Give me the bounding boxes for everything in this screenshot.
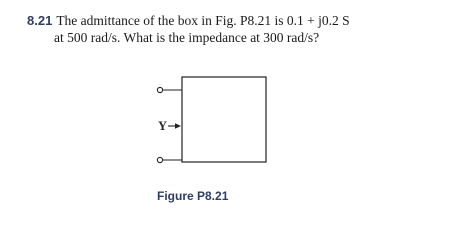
problem-number: 8.21 — [27, 13, 53, 28]
problem-text-line-2: at 500 rad/s. What is the impedance at 300 rad/s? — [54, 30, 320, 45]
problem-line-1 — [27, 12, 452, 29]
admittance-box — [182, 77, 266, 162]
top-terminal — [157, 87, 162, 92]
bottom-terminal — [157, 157, 162, 162]
figure-caption: Figure P8.21 — [157, 189, 229, 203]
problem-line-2 — [27, 29, 452, 46]
circuit-figure — [148, 76, 268, 166]
admittance-label: Y — [158, 119, 168, 133]
problem-text-line-1: The admittance of the box in Fig. P8.21 is 0.1 + j0.2 S — [56, 13, 350, 28]
admittance-arrow-head — [175, 123, 181, 129]
problem-statement — [27, 12, 452, 46]
